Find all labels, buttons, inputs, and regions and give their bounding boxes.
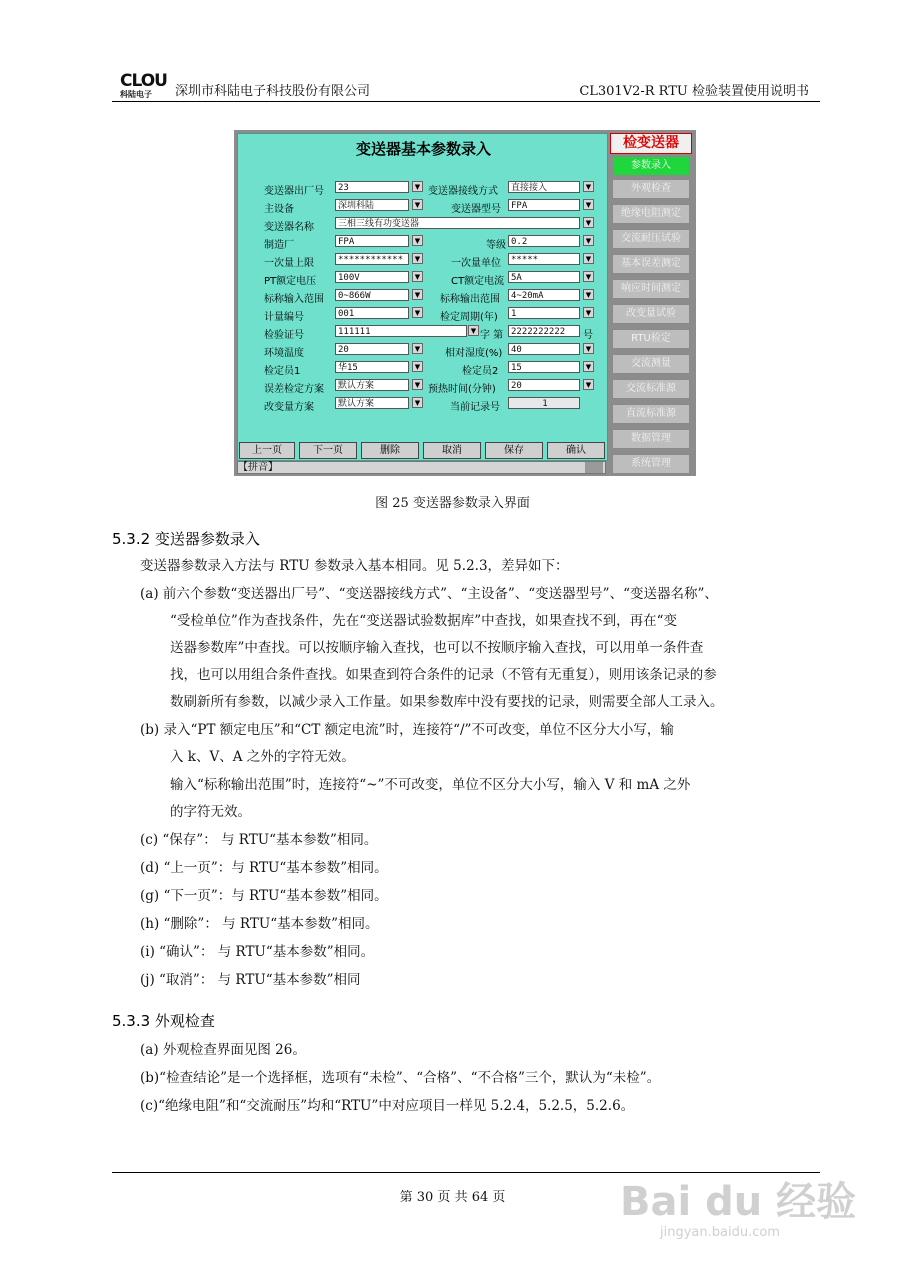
paragraph-line: (c)“绝缘电阻”和“交流耐压”均和“RTU”中对应项目一样见 5.2.4，5.2.5，5.2.6。 — [140, 1098, 635, 1114]
field-label: CT额定电流 — [451, 276, 505, 287]
document-title: CL301V2-R RTU 检验装置使用说明书 — [579, 84, 809, 99]
header-divider — [112, 101, 820, 102]
inspector2-input[interactable]: 15 — [508, 361, 580, 373]
field-label: 检定员2 — [462, 366, 499, 377]
company-logo — [120, 72, 166, 102]
dropdown-arrow-icon[interactable]: ▼ — [583, 235, 594, 246]
paragraph-line: 送器参数库”中查找。可以按顺序输入查找，也可以不按顺序输入查找，可以用单一条件查 — [170, 640, 704, 656]
dropdown-arrow-icon[interactable]: ▼ — [412, 199, 423, 210]
dropdown-arrow-icon[interactable]: ▼ — [412, 343, 423, 354]
dropdown-arrow-icon[interactable]: ▼ — [583, 199, 594, 210]
field-label: 环境温度 — [264, 348, 304, 359]
input-method-status-bar — [237, 461, 606, 474]
field-label: 变送器型号 — [451, 204, 501, 215]
paragraph-line: (b)“检查结论”是一个选择框，选项有“未检”、“合格”、“不合格”三个，默认为“未检”。 — [140, 1070, 661, 1086]
input-method-label: 【拼音】 — [238, 462, 278, 473]
ct-current-input[interactable]: 5A — [508, 271, 580, 283]
dropdown-arrow-icon[interactable]: ▼ — [583, 253, 594, 264]
wiring-mode-select[interactable]: 直接接入 — [508, 181, 580, 193]
paragraph-line: 输入“标称输出范围”时，连接符“~”不可改变，单位不区分大小写，输入 V 和 mA 之外 — [170, 777, 691, 793]
dropdown-arrow-icon[interactable]: ▼ — [412, 397, 423, 408]
paragraph-line: “受检单位”作为查找条件，先在“变送器试验数据库”中查找，如果查找不到，再在“变 — [170, 613, 678, 629]
page-number: 第 30 页 共 64 页 — [399, 1190, 506, 1205]
primary-unit-input[interactable]: ***** — [508, 253, 580, 265]
field-label: 检定周期(年) — [440, 312, 498, 323]
field-label: 标称输入范围 — [264, 294, 324, 305]
transmitter-entry-screenshot — [234, 130, 696, 476]
figure-caption: 图 25 变送器参数录入界面 — [375, 496, 530, 511]
record-no-display: 1 — [508, 397, 580, 409]
watermark-url: jingyan.baidu.com — [660, 1225, 780, 1240]
paragraph-line: (b) 录入“PT 额定电压”和“CT 额定电流”时，连接符“/”不可改变，单位不区分大小写，输 — [140, 722, 674, 738]
field-label: 主设备 — [264, 204, 294, 215]
serial-no-input[interactable]: 23 — [335, 181, 409, 193]
watermark-brand: Bai du 经验 — [620, 1179, 857, 1225]
menu-insulation[interactable]: 绝缘电阻测定 — [612, 204, 690, 224]
save-button[interactable]: 保存 — [485, 442, 543, 459]
confirm-button[interactable]: 确认 — [547, 442, 605, 459]
dropdown-arrow-icon[interactable]: ▼ — [412, 289, 423, 300]
menu-response-time[interactable]: 响应时间测定 — [612, 279, 690, 299]
field-label: 等级 — [486, 240, 506, 251]
dropdown-arrow-icon[interactable]: ▼ — [583, 379, 594, 390]
dropdown-arrow-icon[interactable]: ▼ — [412, 181, 423, 192]
preheat-time-input[interactable]: 20 — [508, 379, 580, 391]
menu-ac-source[interactable]: 交流标准源 — [612, 379, 690, 399]
menu-param-entry[interactable]: 参数录入 — [612, 156, 690, 176]
main-device-input[interactable]: 深圳科陆 — [335, 199, 409, 211]
paragraph-line: (a) 前六个参数“变送器出厂号”、“变送器接线方式”、“主设备”、“变送器型号”、“变送器名称”、 — [140, 586, 718, 602]
model-input[interactable]: FPA — [508, 199, 580, 211]
menu-basic-error[interactable]: 基本误差测定 — [612, 254, 690, 274]
form-title: 变送器基本参数录入 — [355, 140, 491, 158]
menu-change-test[interactable]: 改变量试验 — [612, 304, 690, 324]
dropdown-arrow-icon[interactable]: ▼ — [583, 343, 594, 354]
ime-toggle-icon[interactable] — [585, 462, 603, 473]
field-label: 制造厂 — [264, 240, 294, 251]
paragraph-line: 找，也可以用组合条件查找。如果查到符合条件的记录（不管有无重复），则用该条记录的参 — [170, 667, 717, 683]
footer-divider — [112, 1172, 820, 1173]
menu-system-manage[interactable]: 系统管理 — [612, 454, 690, 474]
ambient-temp-input[interactable]: 20 — [335, 343, 409, 355]
section-heading: 5.3.2 变送器参数录入 — [112, 530, 260, 548]
field-label: 变送器名称 — [264, 222, 314, 233]
section-heading: 5.3.3 外观检查 — [112, 1012, 215, 1030]
dropdown-arrow-icon[interactable]: ▼ — [583, 271, 594, 282]
field-label: 相对湿度(%) — [445, 348, 503, 359]
field-label: 变送器出厂号 — [264, 186, 324, 197]
next-page-button[interactable]: 下一页 — [299, 442, 357, 459]
field-label: 标称输出范围 — [440, 294, 500, 305]
change-scheme-select[interactable]: 默认方案 — [335, 397, 409, 409]
paragraph-line: 入 k、V、A 之外的字符无效。 — [170, 749, 355, 765]
paragraph-line: 的字符无效。 — [170, 804, 251, 820]
menu-ac-measure[interactable]: 交流测量 — [612, 354, 690, 374]
field-label: 计量编号 — [264, 312, 304, 323]
paragraph-line: 变送器参数录入方法与 RTU 参数录入基本相同。见 5.2.3，差异如下： — [140, 558, 569, 574]
menu-visual-check[interactable]: 外观检查 — [612, 179, 690, 199]
paragraph-line: (g) “下一页”：与 RTU“基本参数”相同。 — [140, 888, 388, 904]
field-label: 误差检定方案 — [264, 384, 324, 395]
calibration-period-select[interactable]: 1 — [508, 307, 580, 319]
field-label: 检验证号 — [264, 330, 304, 341]
field-label: 改变量方案 — [264, 402, 314, 413]
field-label: 字 第 — [480, 330, 504, 341]
field-label: 一次量单位 — [451, 258, 501, 269]
output-range-input[interactable]: 4~20mA — [508, 289, 580, 301]
primary-upper-input[interactable]: ************ — [335, 253, 409, 265]
form-button-bar — [237, 442, 606, 460]
paragraph-line: (d) “上一页”：与 RTU“基本参数”相同。 — [140, 860, 388, 876]
delete-button[interactable]: 删除 — [361, 442, 419, 459]
paragraph-line: (j) “取消”： 与 RTU“基本参数”相同 — [140, 972, 361, 988]
prev-page-button[interactable]: 上一页 — [239, 442, 295, 459]
side-menu-title: 检变送器 — [610, 133, 692, 154]
dropdown-arrow-icon[interactable]: ▼ — [583, 361, 594, 372]
dropdown-arrow-icon[interactable]: ▼ — [412, 307, 423, 318]
dropdown-arrow-icon[interactable]: ▼ — [583, 289, 594, 300]
dropdown-arrow-icon[interactable]: ▼ — [412, 379, 423, 390]
menu-rtu-check[interactable]: RTU检定 — [612, 329, 690, 349]
field-label: 号 — [583, 330, 593, 341]
humidity-input[interactable]: 40 — [508, 343, 580, 355]
paragraph-line: (i) “确认”： 与 RTU“基本参数”相同。 — [140, 944, 375, 960]
menu-ac-withstand[interactable]: 交流耐压试验 — [612, 229, 690, 249]
dropdown-arrow-icon[interactable]: ▼ — [412, 361, 423, 372]
dropdown-arrow-icon[interactable]: ▼ — [412, 271, 423, 282]
cancel-button[interactable]: 取消 — [423, 442, 481, 459]
field-label: 检定员1 — [264, 366, 301, 377]
dropdown-arrow-icon[interactable]: ▼ — [412, 253, 423, 264]
field-label: 变送器接线方式 — [428, 186, 498, 197]
field-label: 一次量上限 — [264, 258, 314, 269]
form-panel — [237, 133, 608, 461]
menu-dc-source[interactable]: 直流标准源 — [612, 404, 690, 424]
dropdown-arrow-icon[interactable]: ▼ — [412, 235, 423, 246]
field-label: 预热时间(分钟) — [428, 384, 496, 395]
logo-text: CLOU — [120, 71, 167, 91]
paragraph-line: (c) “保存”： 与 RTU“基本参数”相同。 — [140, 832, 378, 848]
paragraph-line: (h) “删除”： 与 RTU“基本参数”相同。 — [140, 916, 379, 932]
paragraph-line: (a) 外观检查界面见图 26。 — [140, 1042, 306, 1058]
manufacturer-input[interactable]: FPA — [335, 235, 409, 247]
certificate-no-input[interactable]: 111111 — [335, 325, 467, 337]
pt-voltage-input[interactable]: 100V — [335, 271, 409, 283]
menu-data-manage[interactable]: 数据管理 — [612, 429, 690, 449]
paragraph-line: 数刷新所有参数，以减少录入工作量。如果参数库中没有要找的记录，则需要全部人工录入。 — [170, 694, 724, 710]
dropdown-arrow-icon[interactable]: ▼ — [468, 325, 479, 336]
dropdown-arrow-icon[interactable]: ▼ — [583, 181, 594, 192]
logo-subtext: 科陆电子 — [120, 90, 152, 99]
input-range-input[interactable]: 0~866W — [335, 289, 409, 301]
field-label: 当前记录号 — [450, 402, 500, 413]
dropdown-arrow-icon[interactable]: ▼ — [583, 307, 594, 318]
field-label: PT额定电压 — [264, 276, 317, 287]
dropdown-arrow-icon[interactable]: ▼ — [583, 217, 594, 228]
metering-no-input[interactable]: 001 — [335, 307, 409, 319]
inspector1-input[interactable]: 华15 — [335, 361, 409, 373]
transmitter-name-input[interactable]: 三相三线有功变送器 — [335, 217, 580, 229]
certificate-serial-input[interactable]: 2222222222 — [508, 325, 580, 337]
accuracy-class-select[interactable]: 0.2 — [508, 235, 580, 247]
baidu-watermark — [620, 1180, 890, 1260]
company-name: 深圳市科陆电子科技股份有限公司 — [175, 84, 371, 99]
error-scheme-select[interactable]: 默认方案 — [335, 379, 409, 391]
